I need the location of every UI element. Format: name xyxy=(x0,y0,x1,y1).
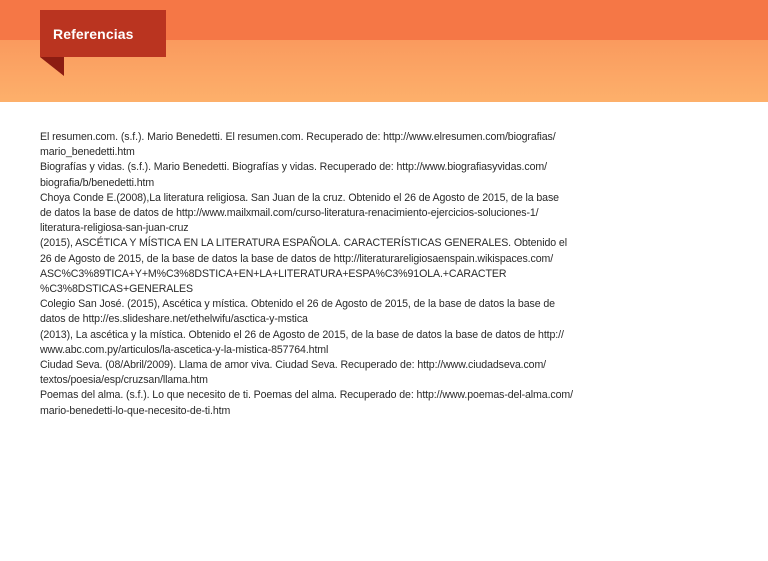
reference-line: mario-benedetti-lo-que-necesito-de-ti.htm xyxy=(40,404,231,417)
reference-line: datos de http://es.slideshare.net/ethelwifu/asctica-y-mstica xyxy=(40,313,308,326)
reference-line: (2013), La ascética y la mística. Obtenido el 26 de Agosto de 2015, de la base de datos la base de datos de http:// xyxy=(40,328,564,341)
reference-line: %C3%8DSTICAS+GENERALES xyxy=(40,283,193,296)
reference-line: literatura-religiosa-san-juan-cruz xyxy=(40,222,189,235)
reference-line: www.abc.com.py/articulos/la-ascetica-y-la-mistica-857764.html xyxy=(40,343,329,356)
reference-line: ASC%C3%89TICA+Y+M%C3%8DSTICA+EN+LA+LITERATURA+ESPA%C3%91OLA.+CARACTER xyxy=(40,267,507,280)
reference-line: Colegio San José. (2015), Ascética y mística. Obtenido el 26 de Agosto de 2015, de la base de datos la base de xyxy=(40,298,555,311)
reference-line: de datos la base de datos de http://www.mailxmail.com/curso-literatura-renacimiento-ejercicios-soluciones-1/ xyxy=(40,207,539,220)
reference-line: Poemas del alma. (s.f.). Lo que necesito de ti. Poemas del alma. Recuperado de: http://www.poemas-del-alma.com/ xyxy=(40,389,573,402)
reference-line: 26 de Agosto de 2015, de la base de datos la base de datos de http://literaturareligiosaenspain.wikispaces.com/ xyxy=(40,252,554,265)
slide-title: Referencias xyxy=(53,25,134,42)
reference-line: Biografías y vidas. (s.f.). Mario Benedetti. Biografías y vidas. Recuperado de: http://www.biografiasyvidas.com/ xyxy=(40,161,547,174)
reference-line: Choya Conde E.(2008),La literatura religiosa. San Juan de la cruz. Obtenido el 26 de Agosto de 2015, de la base xyxy=(40,191,559,204)
reference-line: mario_benedetti.htm xyxy=(40,146,135,159)
reference-line: (2015), ASCÉTICA Y MÍSTICA EN LA LITERATURA ESPAÑOLA. CARACTERÍSTICAS GENERALES. Obtenido el xyxy=(40,237,567,250)
reference-line: Ciudad Seva. (08/Abril/2009). Llama de amor viva. Ciudad Seva. Recuperado de: http://www.ciudadseva.com/ xyxy=(40,359,547,372)
reference-line: El resumen.com. (s.f.). Mario Benedetti. El resumen.com. Recuperado de: http://www.elresumen.com/biografias/ xyxy=(40,131,556,143)
reference-line: biografia/b/benedetti.htm xyxy=(40,176,155,189)
title-ribbon xyxy=(40,10,166,57)
reference-list xyxy=(40,130,675,419)
reference-line: textos/poesia/esp/cruzsan/llama.htm xyxy=(40,374,208,387)
